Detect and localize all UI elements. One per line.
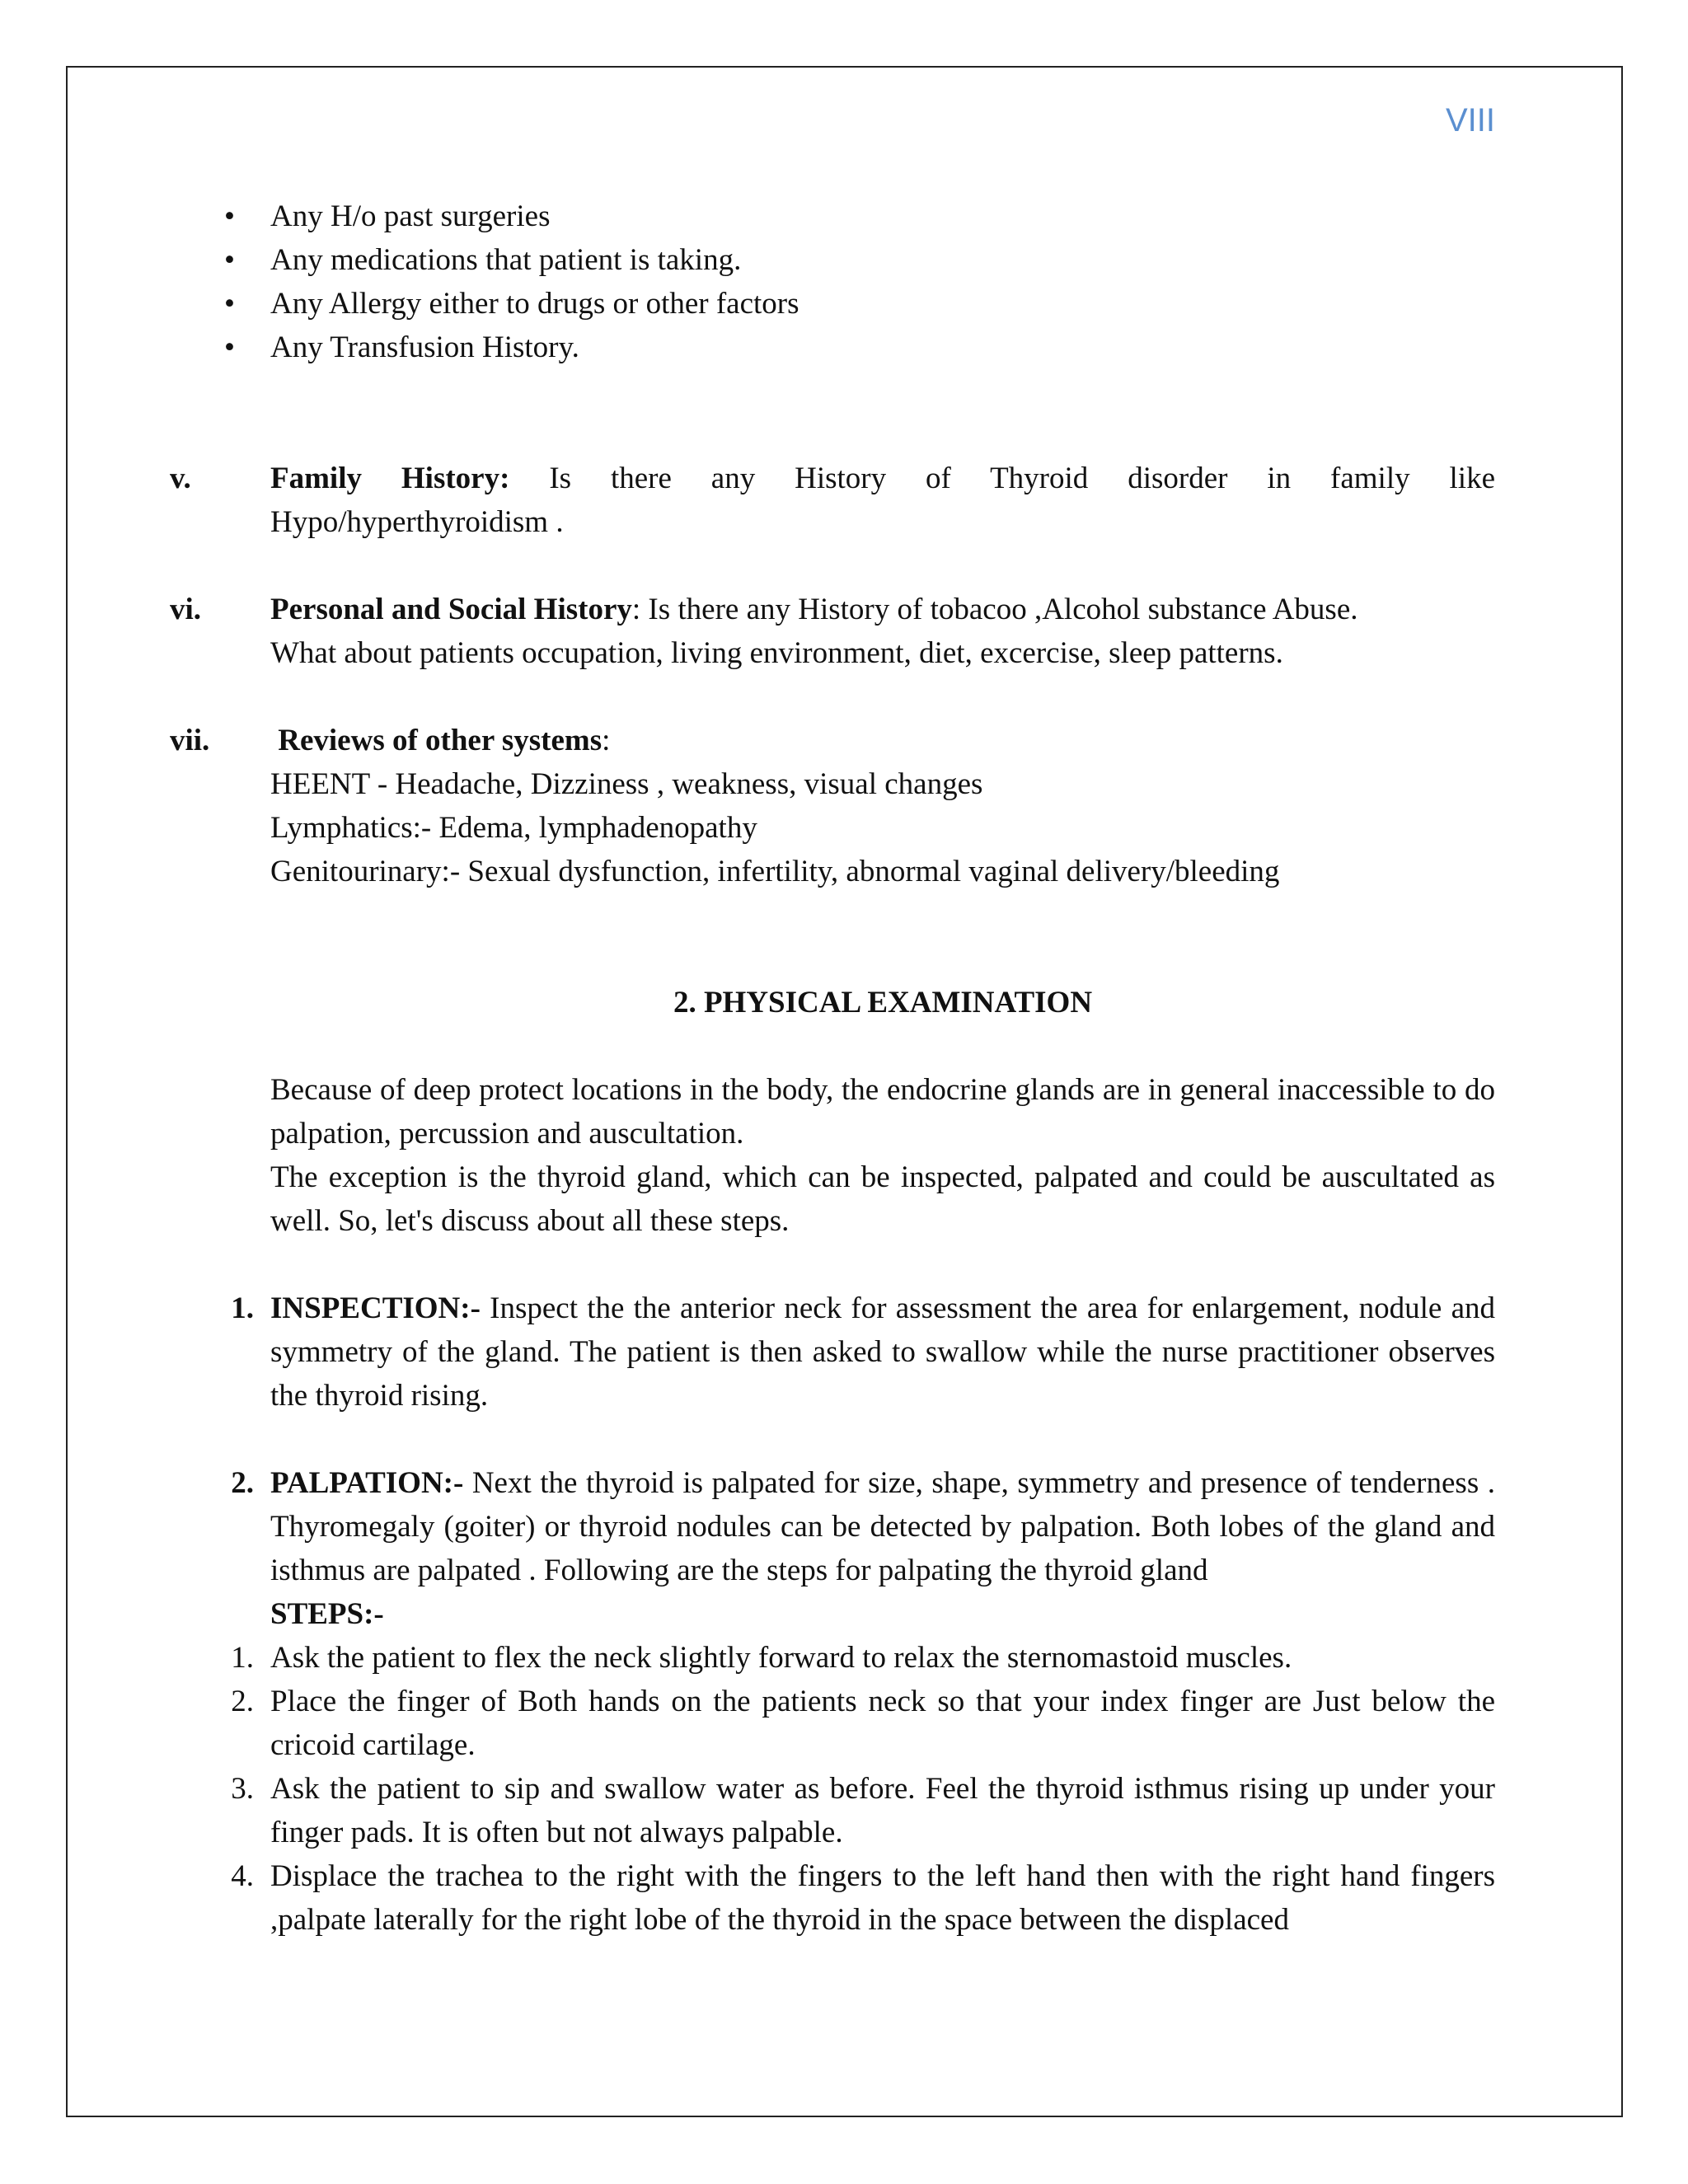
review-systems-title-line: Reviews of other systems: [278, 724, 611, 757]
section-title: Personal and Social History [270, 593, 632, 626]
steps-label: STEPS:- [270, 1597, 384, 1631]
section-title: Family History: [270, 462, 510, 495]
physical-exam-heading: 2. PHYSICAL EXAMINATION [673, 986, 1093, 1019]
physical-exam-intro-2: The exception is the thyroid gland, which can be inspected, palpated and could be auscultated as well. So, let's discuss about all these steps. [270, 1160, 1495, 1238]
bullet-item: • Any Transfusion History. [170, 326, 1495, 369]
section-review-systems [170, 719, 1495, 893]
page-number: VIII [1445, 102, 1495, 138]
step-number: 4. [231, 1859, 254, 1893]
step-number: 2. [231, 1685, 254, 1718]
section-number: vi. [170, 593, 202, 626]
history-bullet-list [170, 194, 1495, 369]
bullet-item: • Any H/o past surgeries [170, 194, 1495, 238]
physical-exam-intro: Because of deep protect locations in the body, the endocrine glands are in general inaccessible to do palpation, percussion and auscultation. [270, 1073, 1495, 1151]
step-text: Displace the trachea to the right with the fingers to the left hand then with the right hand fingers ,palpate laterally for the right lobe of the thyroid in the space between the displaced [270, 1859, 1495, 1937]
step-item [170, 1854, 1495, 1942]
review-line: Lymphatics:- Edema, lymphadenopathy [270, 811, 757, 845]
family-history-line: Family History: Is there any History of Thyroid disorder in family like [270, 462, 1495, 495]
item-number: 1. [231, 1291, 254, 1325]
step-item [170, 1680, 1495, 1767]
personal-history-line2: What about patients occupation, living environment, diet, excercise, sleep patterns. [270, 636, 1283, 670]
page-content [170, 194, 1495, 1942]
step-text: Ask the patient to sip and swallow water as before. Feel the thyroid isthmus rising up under your finger pads. It is often but not always palpable. [270, 1772, 1495, 1849]
step-number: 3. [231, 1772, 254, 1806]
bullet-item: • Any medications that patient is taking. [170, 238, 1495, 282]
section-title: Reviews of other systems [278, 724, 603, 757]
review-line: Genitourinary:- Sexual dysfunction, infertility, abnormal vaginal delivery/bleeding [270, 855, 1280, 888]
section-family-history [170, 457, 1495, 544]
palpation-title: PALPATION:- [270, 1466, 464, 1500]
palpation-item: 2. PALPATION:- Next the thyroid is palpated for size, shape, symmetry and presence of tenderness . Thyromegaly (goiter) or thyroid nodules can be detected by palpation. Both lobes of the gland and isthmus are palpated . Following are the steps for palpating the thyroid gland STEPS:- [170, 1461, 1495, 1636]
inspection-title: INSPECTION:- [270, 1291, 481, 1325]
section-personal-social-history [170, 588, 1495, 675]
item-number: 2. [231, 1466, 254, 1500]
step-item [170, 1636, 1495, 1680]
step-text: Place the finger of Both hands on the patients neck so that your index finger are Just below the cricoid cartilage. [270, 1685, 1495, 1762]
inspection-item: 1. INSPECTION:- Inspect the the anterior neck for assessment the area for enlargement, nodule and symmetry of the gland. The patient is then asked to swallow while the nurse practitioner observes the thyroid rising. [170, 1286, 1495, 1418]
bullet-item: • Any Allergy either to drugs or other factors [170, 282, 1495, 326]
step-item [170, 1767, 1495, 1854]
step-number: 1. [231, 1641, 254, 1675]
family-history-line2: Hypo/hyperthyroidism . [270, 505, 564, 539]
section-number: v. [170, 462, 191, 495]
section-number: vii. [170, 724, 210, 757]
step-text: Ask the patient to flex the neck slightly forward to relax the sternomastoid muscles. [270, 1641, 1292, 1675]
personal-history-line: Personal and Social History: Is there any History of tobacoo ,Alcohol substance Abuse. [270, 593, 1358, 626]
review-line: HEENT - Headache, Dizziness , weakness, visual changes [270, 767, 983, 801]
